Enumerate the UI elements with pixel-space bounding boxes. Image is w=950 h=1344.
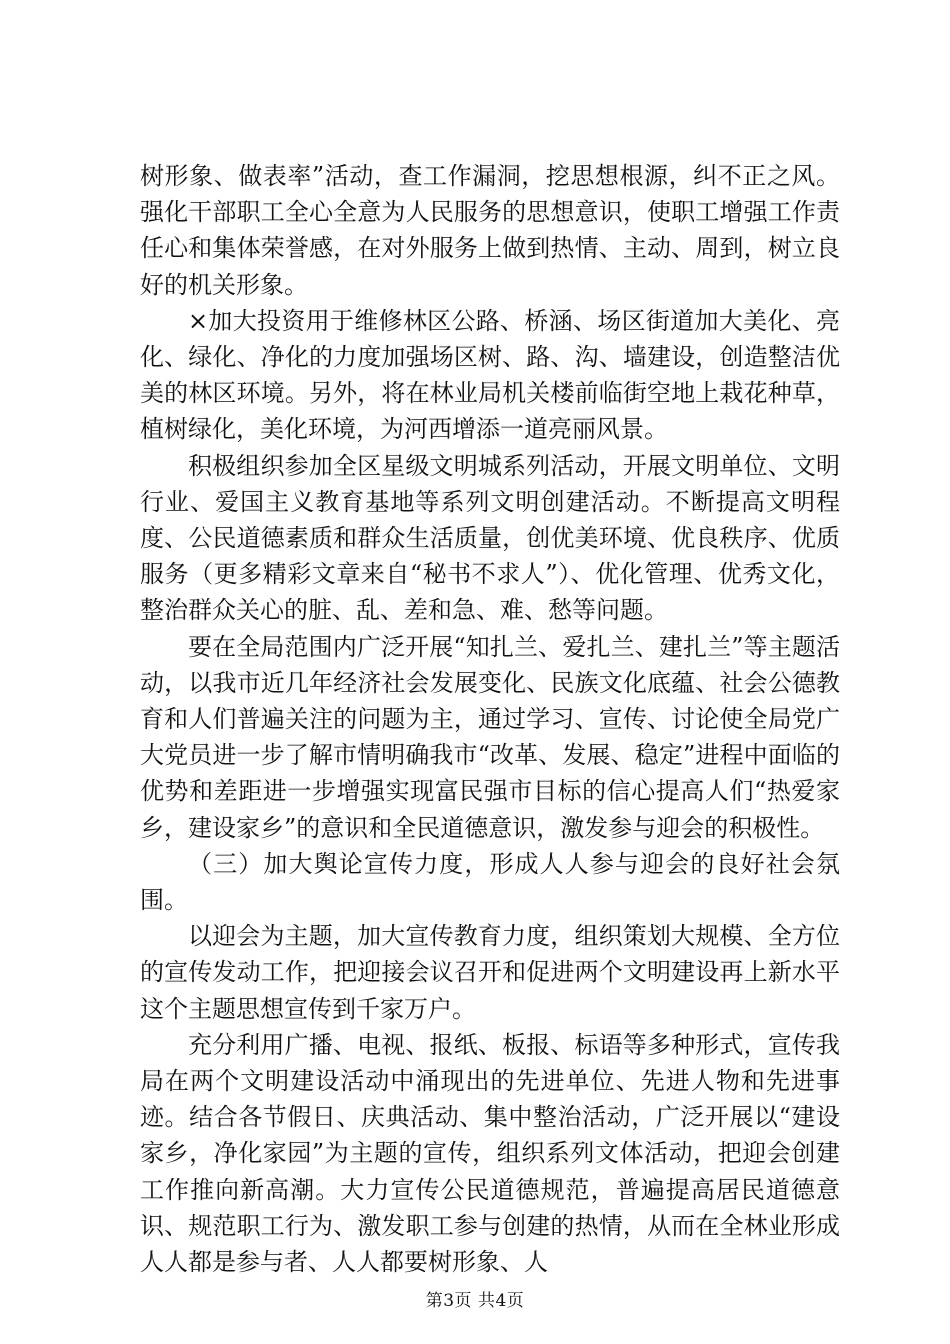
- paragraph-1: 树形象、做表率”活动，查工作漏洞，挖思想根源，纠不正之风。强化干部职工全心全意为人民服务的思想意识，使职工增强工作责任心和集体荣誉感，在对外服务上做到热情、主动、周到，树立良好的机关形象。: [140, 162, 840, 299]
- page-number-footer: 第3页 共4页: [425, 1291, 525, 1311]
- section-heading-3: （三）加大舆论宣传力度，形成人人参与迎会的良好社会氛围。: [140, 849, 840, 915]
- paragraph-5: 以迎会为主题，加大宣传教育力度，组织策划大规模、全方位的宣传发动工作，把迎接会议召开和促进两个文明建设再上新水平这个主题思想宣传到千家万户。: [140, 922, 840, 1023]
- document-body: [140, 158, 840, 1280]
- paragraph-6: 充分利用广播、电视、报纸、板报、标语等多种形式，宣传我局在两个文明建设活动中涌现出的先进单位、先进人物和先进事迹。结合各节假日、庆典活动、集中整治活动，广泛开展以“建设家乡，净化家园”为主题的宣传，组织系列文体活动，把迎会创建工作推向新高潮。大力宣传公民道德规范，普遍提高居民道德意识、规范职工行为、激发职工参与创建的热情，从而在全林业形成人人都是参与者、人人都要树形象、人: [140, 1030, 840, 1277]
- paragraph-4: 要在全局范围内广泛开展“知扎兰、爱扎兰、建扎兰”等主题活动，以我市近几年经济社会发展变化、民族文化底蕴、社会公德教育和人们普遍关注的问题为主，通过学习、宣传、讨论使全局党广大党员进一步了解市情明确我市“改革、发展、稳定”进程中面临的优势和差距进一步增强实现富民强市目标的信心提高人们“热爱家乡，建设家乡”的意识和全民道德意识，激发参与迎会的积极性。: [140, 632, 840, 842]
- paragraph-3: 积极组织参加全区星级文明城系列活动，开展文明单位、文明行业、爱国主义教育基地等系列文明创建活动。不断提高文明程度、公民道德素质和群众生活质量，创优美环境、优良秩序、优质服务（更多精彩文章来自“秘书不求人”）、优化管理、优秀文化，整治群众关心的脏、乱、差和急、难、愁等问题。: [140, 451, 840, 625]
- paragraph-2: ×加大投资用于维修林区公路、桥涵、场区街道加大美化、亮化、绿化、净化的力度加强场区树、路、沟、墙建设，创造整洁优美的林区环境。另外，将在林业局机关楼前临街空地上栽花种草，植树绿化，美化环境，为河西增添一道亮丽风景。: [140, 306, 840, 444]
